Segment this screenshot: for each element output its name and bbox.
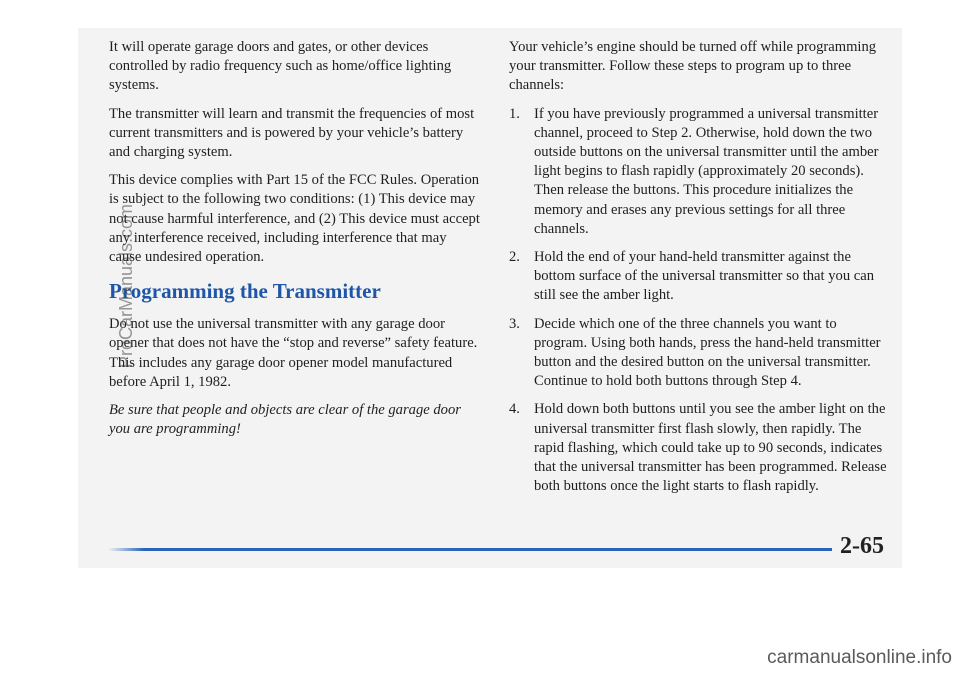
side-watermark-text: ProCarManuals.com — [116, 203, 136, 368]
right-column — [509, 38, 889, 505]
safety-paragraph: Do not use the universal transmitter with any garage door opener that does not have the “stop and reverse” safety feature. This includes any garage door opener model manufactured before April 1, 1982. — [109, 316, 478, 390]
footer-rule — [108, 548, 832, 551]
step-item — [509, 105, 889, 239]
left-column — [109, 38, 481, 448]
steps-list — [509, 105, 889, 497]
step-text: Hold the end of your hand-held transmitter against the bottom surface of the universal transmitter so that you can still see the amber light. — [534, 249, 875, 304]
step-number: 4. — [509, 401, 520, 418]
step-text: Decide which one of the three channels you want to program. Using both hands, press the hand-held transmitter button and the desired button on the universal transmitter. Continue to hold both buttons through Step 4. — [534, 315, 881, 390]
step-item — [509, 315, 889, 392]
programming-intro: Your vehicle’s engine should be turned off while programming your transmitter. Follow these steps to program up to three channels: — [509, 39, 877, 94]
step-item — [509, 400, 889, 496]
intro-paragraph: It will operate garage doors and gates, or other devices controlled by radio frequency such as home/office lighting systems. — [109, 39, 452, 94]
step-text: If you have previously programmed a universal transmitter channel, proceed to Step 2. Otherwise, hold down the two outside buttons on the universal transmitter until the amber light begins to flash rapidly (approximately 20 seconds). Then release the buttons. This procedure initializes the memory and erases any previous settings for all three channels. — [534, 105, 879, 237]
manual-page — [78, 28, 902, 568]
step-number: 1. — [509, 105, 520, 122]
step-item — [509, 248, 889, 306]
footer-watermark: carmanualsonline.info — [767, 647, 952, 668]
step-text: Hold down both buttons until you see the amber light on the universal transmitter first flash slowly, then rapidly. The rapid flashing, which could take up to 90 seconds, indicates that the universal transmitter has been programmed. Release both buttons once the light starts to flash rapidly. — [534, 401, 887, 495]
section-heading: Programming the Transmitter — [109, 279, 381, 304]
caution-note: Be sure that people and objects are clear of the garage door you are programming! — [109, 402, 461, 438]
frequency-paragraph: The transmitter will learn and transmit the frequencies of most current transmitters and is powered by your vehicle’s battery and charging system. — [109, 105, 475, 161]
step-number: 3. — [509, 315, 520, 332]
step-number: 2. — [509, 249, 520, 266]
page-number: 2-65 — [840, 533, 884, 559]
fcc-paragraph: This device complies with Part 15 of the FCC Rules. Operation is subject to the following two conditions: (1) This device may not cause harmful interference, and (2) This device must accept any interference received, including interference that may cause undesired operation. — [109, 172, 480, 266]
